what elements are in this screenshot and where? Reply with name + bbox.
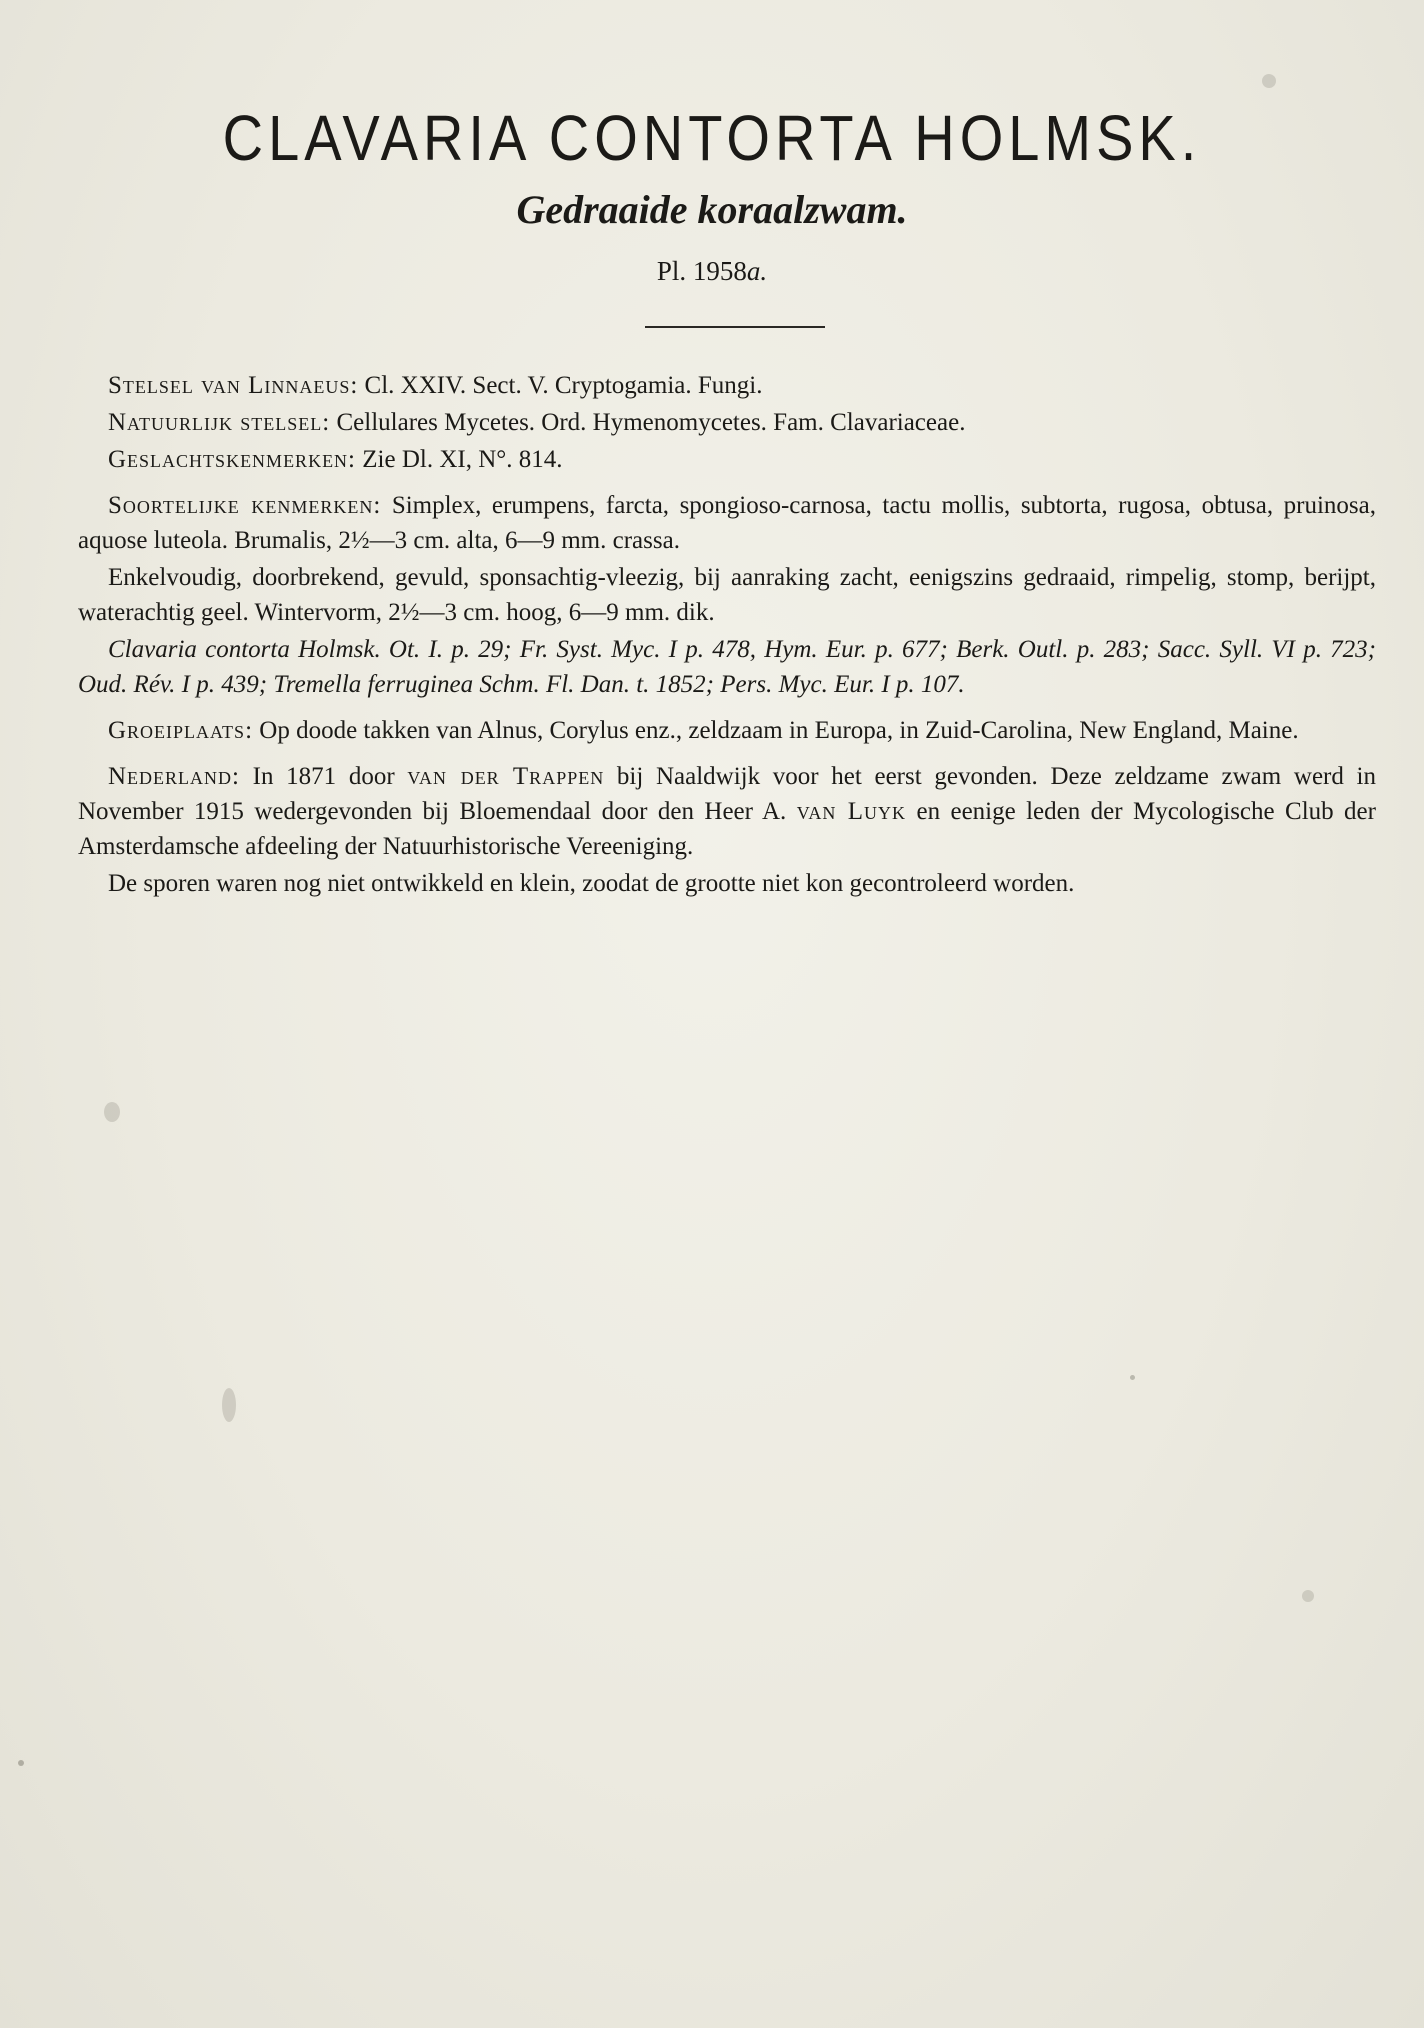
netherlands-text-3: en eenige leden der Mycologische Club der Amsterdamsche afdeeling der Natuurhistorische Vereeniging. [78, 798, 1376, 860]
paper-speck [222, 1388, 236, 1422]
linnaeus-paragraph [78, 368, 1376, 403]
species-paragraph [78, 488, 1376, 558]
species-title: CLAVARIA CONTORTA HOLMSK. [222, 101, 1202, 174]
paper-speck [1302, 1590, 1314, 1602]
paper-speck [1262, 74, 1276, 88]
plate-suffix: a. [746, 256, 768, 286]
common-name: Gedraaide koraalzwam. [516, 187, 908, 232]
netherlands-text-2: bij Naaldwijk voor het eerst gevonden. Deze zeldzame zwam werd in November 1915 wedergevonden bij Bloemendaal door den Heer A. [78, 763, 1376, 825]
species-label: Soortelijke kenmerken: [108, 492, 382, 519]
genus-text: Zie Dl. XI, N°. 814. [356, 446, 563, 473]
finder-name-2: van Luyk [796, 798, 907, 825]
habitat-paragraph [78, 713, 1376, 748]
paper-speck [1130, 1375, 1135, 1380]
spores-paragraph: De sporen waren nog niet ontwikkeld en klein, zoodat de grootte niet kon gecontroleerd worden. [108, 870, 1075, 897]
natural-system-paragraph [78, 405, 1376, 440]
netherlands-label: Nederland: [108, 763, 240, 790]
genus-label: Geslachtskenmerken: [108, 446, 357, 473]
paper-speck [104, 1102, 120, 1122]
habitat-text: Op doode takken van Alnus, Corylus enz., zeldzaam in Europa, in Zuid-Carolina, New England, Maine. [253, 717, 1299, 744]
references: Clavaria contorta Holmsk. Ot. I. p. 29; Fr. Syst. Myc. I p. 478, Hym. Eur. p. 677; Berk. Outl. p. 283; Sacc. Syll. VI p. 723; Oud. Rév. I p. 439; Tremella ferruginea Schm. Fl. Dan. t. 1852; Pers. Myc. Eur. I p. 107. [78, 636, 1376, 698]
netherlands-text-1: In 1871 door [240, 763, 408, 790]
genus-paragraph [78, 442, 1376, 477]
body-text [78, 368, 1376, 912]
paper-speck [18, 1760, 24, 1766]
linnaeus-text: Cl. XXIV. Sect. V. Cryptogamia. Fungi. [358, 372, 763, 399]
natural-system-label: Natuurlijk stelsel: [108, 409, 331, 436]
netherlands-paragraph [78, 759, 1376, 864]
plate-label: Pl. 1958 [656, 256, 747, 286]
natural-system-text: Cellulares Mycetes. Ord. Hymenomycetes. Fam. Clavariaceae. [330, 409, 966, 436]
finder-name-1: van der Trappen [407, 763, 605, 790]
divider [645, 326, 825, 328]
plate-number [0, 256, 1424, 287]
dutch-description: Enkelvoudig, doorbrekend, gevuld, sponsachtig-vleezig, bij aanraking zacht, eenigszins gedraaid, rimpelig, stomp, berijpt, waterachtig geel. Wintervorm, 2½—3 cm. hoog, 6—9 mm. dik. [78, 564, 1376, 626]
species-text: Simplex, erumpens, farcta, spongioso-carnosa, tactu mollis, subtorta, rugosa, obtusa, pruinosa, aquose luteola. Brumalis, 2½—3 cm. alta, 6—9 mm. crassa. [78, 492, 1376, 554]
linnaeus-label: Stelsel van Linnaeus: [108, 372, 359, 399]
habitat-label: Groeiplaats: [108, 717, 254, 744]
